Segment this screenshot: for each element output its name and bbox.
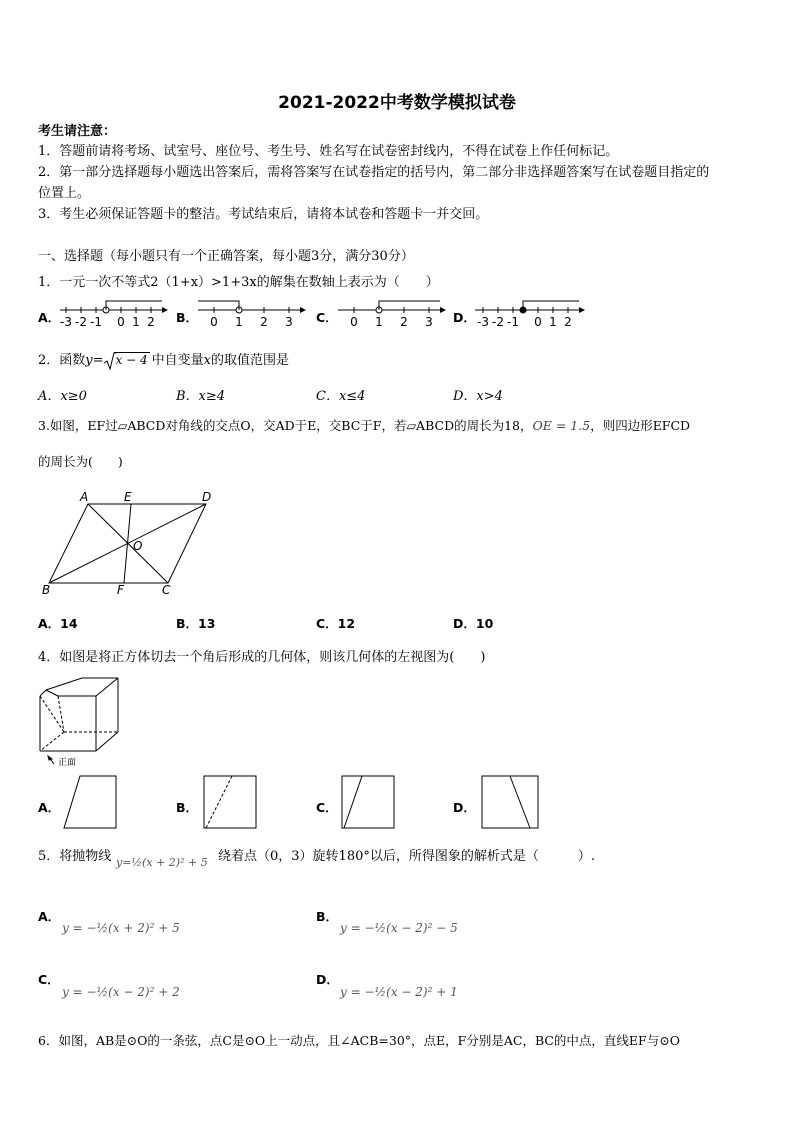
vertex-d-label: D	[202, 490, 212, 504]
tick-label: -3	[60, 315, 72, 329]
tick-label: 1	[549, 315, 557, 329]
q2-stem-post: 中自变量	[151, 353, 204, 368]
notice-item-1: 1．答题前请将考场、试室号、座位号、考生号、姓名写在试卷密封线内，不得在试卷上作任何标记。	[38, 144, 619, 159]
front-view-label: 正面	[58, 758, 77, 768]
tick-label: 2	[400, 315, 408, 329]
q3-option-b: B．13	[176, 616, 216, 631]
q2-stem-pre: 2．函数	[38, 353, 86, 368]
q4-option-c-view	[340, 774, 398, 832]
q5-given-equation: 𝑦=½(𝑥 + 2)² + 5	[116, 856, 208, 869]
tick-label: 3	[285, 315, 293, 329]
notice-item-2-cont: 位置上。	[38, 186, 91, 201]
q1-option-b-label: B．	[176, 310, 199, 325]
q4-option-a-view	[62, 774, 120, 832]
q4-option-a-label: A．	[38, 800, 61, 815]
tick-label: -3	[477, 315, 489, 329]
q4-option-d-label: D．	[453, 800, 476, 815]
q1-option-d-label: D．	[453, 310, 476, 325]
q3-stem-tail: ，则四边形EFCD	[590, 418, 691, 433]
q5-option-c-equation: 𝑦 = −½(𝑥 − 2)² + 2	[62, 985, 180, 999]
question-6-stem: 6．如图，AB是⊙O的一条弦，点C是⊙O上一动点，且∠ACB=30°，点E，F分别是AC，BC的中点，直线EF与⊙O	[38, 1033, 680, 1048]
question-3-stem-line2: 的周长为( )	[38, 454, 123, 469]
q5-option-c-label: C．	[38, 972, 60, 987]
q3-option-a: A．14	[38, 616, 78, 631]
q4-option-b-label: B．	[176, 800, 199, 815]
page-title: 2021-2022中考数学模拟试卷	[278, 93, 516, 113]
q1-option-b-numberline	[196, 298, 308, 332]
q2-stem-end: 的取值范围是	[211, 353, 290, 368]
q5-option-b-label: B．	[316, 909, 339, 924]
q2-option-c: C．x≤4	[316, 389, 366, 404]
tick-label: -2	[75, 315, 87, 329]
q3-oe-value: OE = 1.5	[532, 418, 591, 433]
tick-label: -1	[507, 315, 519, 329]
q2-option-b: B．x≥4	[176, 389, 226, 404]
tick-label: 1	[235, 315, 243, 329]
question-5-stem-pre: 5．将抛物线	[38, 849, 112, 864]
sqrt-radicand: x − 4	[115, 353, 148, 367]
question-3-stem	[38, 416, 690, 434]
q3-option-d: D．10	[453, 616, 494, 631]
tick-label: 2	[260, 315, 268, 329]
tick-label: -1	[90, 315, 102, 329]
center-o-label: O	[133, 539, 143, 553]
q2-option-d: D．x>4	[453, 389, 503, 404]
vertex-e-label: E	[124, 490, 132, 504]
q5-option-d-equation: 𝑦 = −½(𝑥 − 2)² + 1	[340, 985, 458, 999]
q3-parallelogram-figure	[36, 488, 226, 600]
vertex-b-label: B	[42, 583, 51, 597]
sqrt-expression	[104, 353, 150, 368]
q2-option-a: A．x≥0	[38, 389, 87, 404]
q4-cube-figure	[36, 674, 126, 768]
q2-func-eq: =	[92, 353, 104, 368]
q2-var-x: x	[203, 353, 211, 368]
q5-option-b-equation: 𝑦 = −½(𝑥 − 2)² − 5	[340, 921, 458, 935]
notice-item-3: 3．考生必须保证答题卡的整洁。考试结束后，请将本试卷和答题卡一并交回。	[38, 207, 489, 222]
sqrt-sign-icon	[104, 352, 116, 372]
question-5-stem-post: 绕着点（0，3）旋转180°以后，所得图象的解析式是（ ）.	[218, 849, 595, 864]
q4-option-d-view	[480, 774, 542, 832]
tick-label: 0	[117, 315, 125, 329]
section-heading: 一、选择题（每小题只有一个正确答案，每小题3分，满分30分）	[38, 249, 414, 264]
q2-func-y: y	[85, 353, 93, 368]
question-1-stem: 1．一元一次不等式2（1+x）>1+3x的解集在数轴上表示为（ ）	[38, 275, 439, 290]
q1-option-a-numberline	[58, 298, 170, 332]
tick-label: 3	[425, 315, 433, 329]
q3-option-c: C．12	[316, 616, 356, 631]
q1-option-a-label: A．	[38, 310, 61, 325]
q1-option-d-numberline	[473, 298, 589, 332]
q1-option-c-numberline	[336, 298, 448, 332]
vertex-a-label: A	[80, 490, 89, 504]
vertex-f-label: F	[117, 583, 124, 597]
vertex-c-label: C	[162, 583, 171, 597]
q4-option-b-view	[202, 774, 260, 832]
tick-label: 2	[147, 315, 155, 329]
q3-stem-line1: 3.如图，EF过▱ABCD对角线的交点O，交AD于E，交BC于F，若▱ABCD的周长为18，	[38, 418, 533, 433]
q5-option-a-label: A．	[38, 909, 61, 924]
tick-label: 1	[375, 315, 383, 329]
tick-label: 0	[534, 315, 542, 329]
notice-item-2: 2．第一部分选择题每小题选出答案后，需将答案写在试卷指定的括号内，第二部分非选择题答案写在试卷题目指定的	[38, 165, 710, 180]
notice-heading: 考生请注意：	[38, 124, 117, 139]
tick-label: 2	[564, 315, 572, 329]
tick-label: -2	[492, 315, 504, 329]
tick-label: 1	[132, 315, 140, 329]
q5-option-a-equation: 𝑦 = −½(𝑥 + 2)² + 5	[62, 921, 180, 935]
tick-label: 0	[350, 315, 358, 329]
tick-label: 0	[210, 315, 218, 329]
q1-option-c-label: C．	[316, 310, 338, 325]
q4-option-c-label: C．	[316, 800, 338, 815]
question-4-stem: 4．如图是将正方体切去一个角后形成的几何体，则该几何体的左视图为( )	[38, 650, 486, 665]
q5-option-d-label: D．	[316, 972, 339, 987]
question-2-stem	[38, 349, 289, 368]
